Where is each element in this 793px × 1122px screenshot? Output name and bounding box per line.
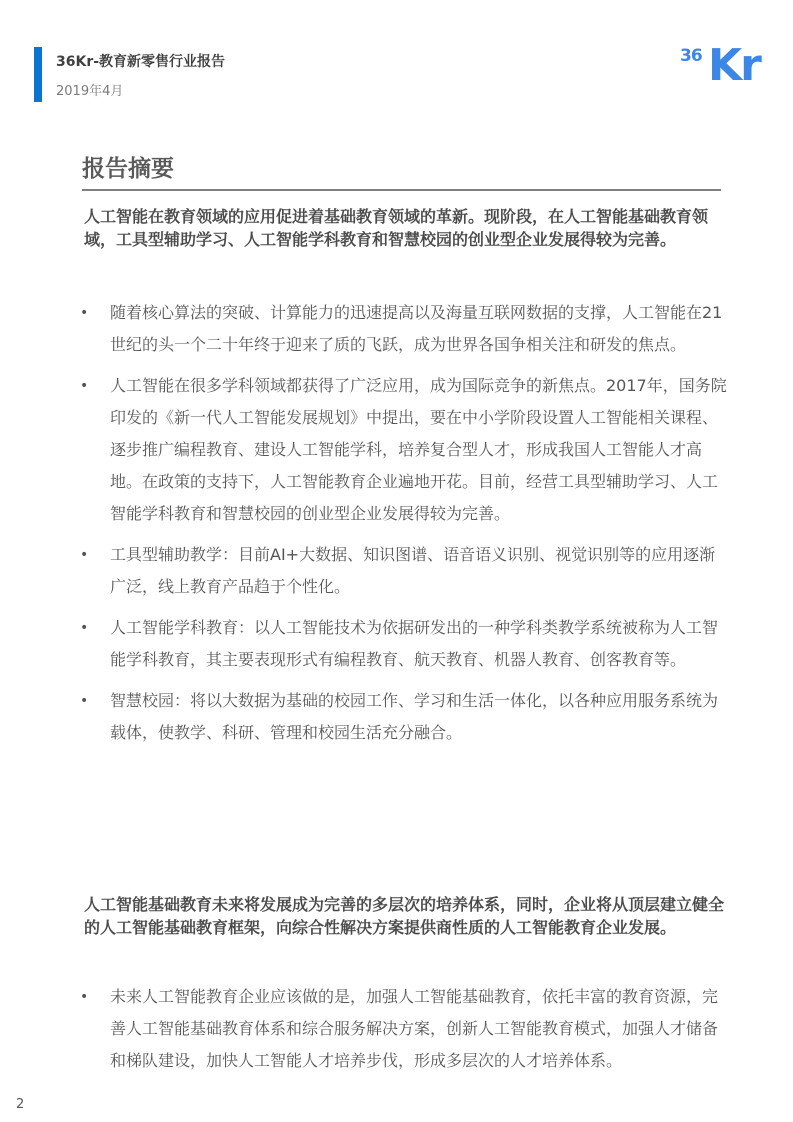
summary-paragraph-2: 人工智能基础教育未来将发展成为完善的多层次的培养体系，同时，企业将从顶层建立健全的人工智能基础教育框架，向综合性解决方案提供商性质的人工智能教育企业发展。 (84, 895, 725, 937)
bullet-item (80, 297, 730, 361)
bullet-list-2 (80, 981, 730, 1086)
bullet-icon: • (80, 620, 89, 636)
bullet-icon: • (80, 305, 89, 321)
bullet-icon: • (80, 547, 89, 563)
bullet-item (80, 612, 730, 676)
section-divider (82, 189, 721, 191)
logo-36: 36 (680, 46, 702, 66)
bullet-list-1 (80, 297, 730, 758)
bullet-item (80, 370, 730, 530)
bullet-icon: • (80, 378, 89, 394)
accent-bar (34, 47, 42, 102)
bullet-text: 人工智能学科教育：以人工智能技术为依据研发出的一种学科类教学系统被称为人工智能学科教育，其主要表现形式有编程教育、航天教育、机器人教育、创客教育等。 (110, 618, 719, 669)
bullet-text: 未来人工智能教育企业应该做的是，加强人工智能基础教育，依托丰富的教育资源，完善人工智能基础教育体系和综合服务解决方案，创新人工智能教育模式，加强人才储备和梯队建设，加快人工智能人才培养步伐，形成多层次的人才培养体系。 (110, 987, 719, 1070)
report-title: 36Kr-教育新零售行业报告 (56, 54, 226, 70)
36kr-logo (678, 40, 768, 94)
bullet-icon: • (80, 989, 89, 1005)
bullet-icon: • (80, 693, 89, 709)
bullet-item (80, 539, 730, 603)
logo-kr: Kr (708, 40, 760, 91)
bullet-text: 人工智能在很多学科领域都获得了广泛应用，成为国际竞争的新焦点。2017年，国务院印发的《新一代人工智能发展规划》中提出，要在中小学阶段设置人工智能相关课程、逐步推广编程教育、建设人工智能学科，培养复合型人才，形成我国人工智能人才高地。在政策的支持下，人工智能教育企业遍地开花。目前，经营工具型辅助学习、人工智能学科教育和智慧校园的创业型企业发展得较为完善。 (110, 376, 727, 523)
bullet-item (80, 685, 730, 749)
summary-paragraph-1: 人工智能在教育领域的应用促进着基础教育领域的革新。现阶段，在人工智能基础教育领域，工具型辅助学习、人工智能学科教育和智慧校园的创业型企业发展得较为完善。 (84, 207, 709, 249)
bullet-text: 随着核心算法的突破、计算能力的迅速提高以及海量互联网数据的支撑，人工智能在21世纪的头一个二十年终于迎来了质的飞跃，成为世界各国争相关注和研发的焦点。 (110, 303, 723, 354)
bullet-text: 工具型辅助教学：目前AI+大数据、知识图谱、语音语义识别、视觉识别等的应用逐渐广泛，线上教育产品趋于个性化。 (110, 545, 716, 596)
report-date: 2019年4月 (56, 84, 124, 99)
section-title: 报告摘要 (82, 156, 174, 182)
page-number: 2 (16, 1097, 25, 1112)
bullet-item (80, 981, 730, 1077)
bullet-text: 智慧校园：将以大数据为基础的校园工作、学习和生活一体化，以各种应用服务系统为载体，使教学、科研、管理和校园生活充分融合。 (110, 691, 719, 742)
